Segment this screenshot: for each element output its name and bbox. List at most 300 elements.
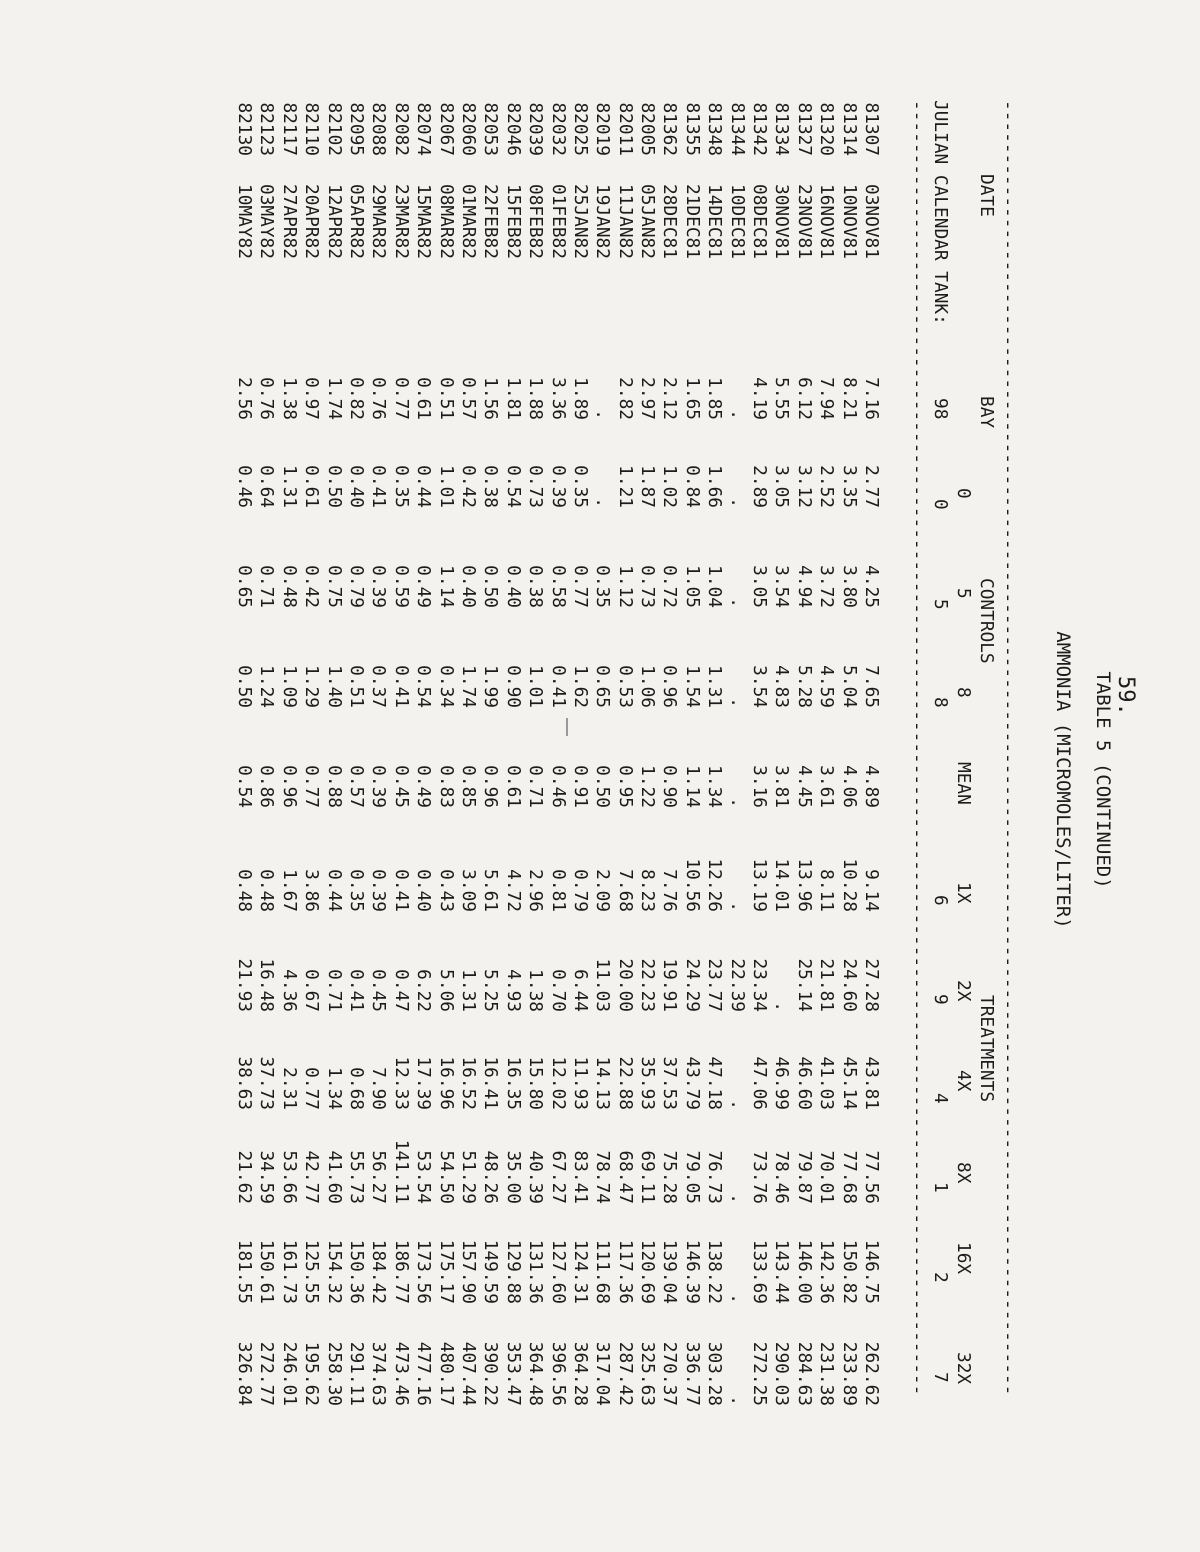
table-cell: 1.38 [525,969,547,1012]
table-cell: 6.12 [793,377,815,420]
table-row [300,100,322,1460]
table-cell: 24.60 [838,958,860,1012]
table-cell: 79.87 [793,1150,815,1204]
table-cell: 5.04 [838,665,860,708]
table-cell: 0.39 [368,565,390,608]
tank-8x: 1 [930,1182,951,1193]
table-cell: 46.60 [793,1056,815,1110]
table-cell: 2.56 [234,377,256,420]
table-cell: 82053 [480,102,502,156]
table-cell: 11JAN82 [614,184,636,259]
table-cell: 82011 [614,102,636,156]
table-cell: 82067 [435,102,457,156]
table-cell: 82088 [368,102,390,156]
col-control-8: 8 [953,687,974,698]
table-cell: 5.06 [435,969,457,1012]
table-cell: 0.45 [368,969,390,1012]
table-cell: 46.99 [771,1056,793,1110]
table-cell: 291.11 [346,1341,368,1406]
table-cell: 0.50 [234,665,256,708]
table-cell: 0.50 [480,565,502,608]
table-cell: 13.19 [749,858,771,912]
table-cell: 407.44 [457,1341,479,1406]
table-cell: 53.66 [278,1150,300,1204]
col-treatment-4x: 4X [953,1070,974,1092]
table-cell: 0.72 [659,565,681,608]
header-tank-row [929,100,952,1460]
table-cell: 0.50 [592,765,614,808]
table-cell: 1.14 [681,765,703,808]
table-cell: 0.49 [413,765,435,808]
table-cell: 82082 [390,102,412,156]
header-bottom-rule: ------------------------------------------------------------------------------------------------------------------------- [907,100,928,1396]
table-cell: 27APR82 [278,184,300,259]
table-cell: 258.30 [323,1341,345,1406]
table-cell: 473.46 [390,1341,412,1406]
table-cell: 82032 [547,102,569,156]
table-cell: 4.25 [861,565,882,608]
table-cell: 3.86 [301,869,323,912]
table-cell: 0.47 [390,969,412,1012]
col-control-0: 0 [953,488,974,499]
table-cell: 3.05 [749,565,771,608]
table-cell: 336.77 [681,1341,703,1406]
col-treatment-32x: 32X [953,1352,974,1385]
table-cell: 12.02 [547,1056,569,1110]
table-cell: 79.05 [681,1150,703,1204]
col-control-mean: MEAN [953,762,974,805]
table-row [457,100,479,1460]
table-cell: 480.17 [435,1341,457,1406]
table-cell: 0.51 [346,665,368,708]
table-cell: 1.66 [704,465,726,508]
table-cell: 0.83 [435,765,457,808]
table-cell: 2.77 [861,465,882,508]
table-cell: 82095 [346,102,368,156]
table-cell: 81342 [749,102,771,156]
table-cell: 75.28 [659,1150,681,1204]
table-cell: 141.11 [390,1139,412,1204]
table-cell: 0.41 [390,869,412,912]
table-cell: 1.40 [323,665,345,708]
table-cell: . [726,497,748,508]
table-cell: 2.09 [592,869,614,912]
table-cell: 05JAN82 [637,184,659,259]
table-cell: 325.63 [637,1341,659,1406]
table-cell: 133.69 [749,1239,771,1304]
table-cell: 3.35 [838,465,860,508]
table-cell: 146.00 [793,1239,815,1304]
table-cell: 143.44 [771,1239,793,1304]
table-cell: 0.90 [502,665,524,708]
table-cell: 20APR82 [301,184,323,259]
table-cell: 35.93 [637,1056,659,1110]
table-cell: 117.36 [614,1239,636,1304]
tank-32x: 7 [930,1372,951,1383]
table-cell: 10DEC81 [726,184,748,259]
table-cell: 6.44 [569,969,591,1012]
table-cell: 54.50 [435,1150,457,1204]
table-cell: 149.59 [480,1239,502,1304]
table-cell: 21DEC81 [681,184,703,259]
table-cell: 48.26 [480,1150,502,1204]
table-cell: 1.31 [278,465,300,508]
table-cell: 173.56 [413,1239,435,1304]
table-cell: 0.57 [457,377,479,420]
table-cell: 0.68 [346,1067,368,1110]
table-cell: 3.54 [771,565,793,608]
table-cell: 15FEB82 [502,184,524,259]
table-cell: 10.28 [838,858,860,912]
table-row [546,100,568,1460]
table-row [501,100,523,1460]
tank-2x: 9 [930,994,951,1005]
table-cell: 21.93 [234,958,256,1012]
table-cell: 124.31 [569,1239,591,1304]
table-row [636,100,658,1460]
table-cell: 15MAR82 [413,184,435,259]
table-cell: 12.26 [704,858,726,912]
table-cell: 08FEB82 [525,184,547,259]
table-cell: 1.67 [278,869,300,912]
table-cell: 317.04 [592,1341,614,1406]
tank-bay: 98 [930,398,951,420]
table-cell: 0.40 [457,565,479,608]
table-cell: 3.72 [816,565,838,608]
tank-control-0: 0 [930,499,951,510]
table-cell: 129.88 [502,1239,524,1304]
table-cell: 1.85 [704,377,726,420]
table-cell: 0.39 [547,465,569,508]
table-cell: 0.35 [569,465,591,508]
table-cell: 0.79 [346,565,368,608]
table-cell: 0.73 [637,565,659,608]
table-cell: 82123 [256,102,278,156]
table-cell: 38.63 [234,1056,256,1110]
table-cell: 20.00 [614,958,636,1012]
table-cell: 0.77 [569,565,591,608]
table-cell: 25.14 [793,958,815,1012]
table-cell: 138.22 [704,1239,726,1304]
table-cell: 0.77 [390,377,412,420]
table-cell: 1.34 [704,765,726,808]
table-cell: 16.52 [457,1056,479,1110]
table-cell: 396.56 [547,1341,569,1406]
table-cell: 41.60 [323,1150,345,1204]
table-cell: 81307 [861,102,882,156]
table-cell: 0.38 [480,465,502,508]
table-cell: . [726,697,748,708]
table-cell: 1.74 [457,665,479,708]
table-cell: 0.35 [346,869,368,912]
table-row [680,100,702,1460]
table-cell: 16.41 [480,1056,502,1110]
table-cell: 3.80 [838,565,860,608]
table-cell: 0.76 [256,377,278,420]
table-cell: 0.50 [323,465,345,508]
table-cell: 76.73 [704,1150,726,1204]
table-cell: 01MAR82 [457,184,479,259]
table-cell: 3.05 [771,465,793,508]
table-cell: 25JAN82 [569,184,591,259]
table-cell: 56.27 [368,1150,390,1204]
table-cell: 03MAY82 [256,184,278,259]
table-cell: 0.59 [390,565,412,608]
table-cell: 0.71 [256,565,278,608]
table-cell: 2.89 [749,465,771,508]
table-cell: 08DEC81 [749,184,771,259]
table-row [233,100,255,1460]
table-row [591,100,613,1460]
table-cell: 0.96 [480,765,502,808]
table-cell: 10NOV81 [838,184,860,259]
table-cell: 15.80 [525,1056,547,1110]
table-row [725,100,747,1460]
table-cell: . [726,597,748,608]
table-cell: 3.81 [771,765,793,808]
table-cell: 0.40 [413,869,435,912]
table-cell: 47.06 [749,1056,771,1110]
table-cell: 69.11 [637,1150,659,1204]
table-cell: 150.61 [256,1239,278,1304]
table-row [345,100,367,1460]
table-cell: 82039 [525,102,547,156]
table-cell: 0.81 [547,869,569,912]
table-cell: 29MAR82 [368,184,390,259]
table-cell: 43.79 [681,1056,703,1110]
table-cell: 1.88 [525,377,547,420]
table-cell: 2.12 [659,377,681,420]
table-cell: 2.52 [816,465,838,508]
table-cell: 14DEC81 [704,184,726,259]
table-cell: 353.47 [502,1341,524,1406]
table-cell: 5.61 [480,869,502,912]
table-cell: 3.61 [816,765,838,808]
table-cell: 175.17 [435,1239,457,1304]
table-cell: 37.53 [659,1056,681,1110]
table-cell: 73.76 [749,1150,771,1204]
table-row [837,100,859,1460]
table-cell: 0.57 [346,765,368,808]
table-cell: 0.48 [234,869,256,912]
table-subtitle: AMMONIA (MICROMOLES/LITER) [1052,631,1074,929]
tank-control-8: 8 [930,697,951,708]
table-cell: 0.42 [457,465,479,508]
table-cell: 16NOV81 [816,184,838,259]
tank-1x: 6 [930,895,951,906]
table-row [792,100,814,1460]
table-cell: 1.74 [323,377,345,420]
table-cell: 4.36 [278,969,300,1012]
table-row [322,100,344,1460]
table-row [389,100,411,1460]
table-cell: 1.04 [704,565,726,608]
table-cell: 1.22 [637,765,659,808]
page-number: 59. [1113,676,1138,716]
table-cell: 7.76 [659,869,681,912]
table-cell: 0.41 [368,465,390,508]
table-cell: 51.29 [457,1150,479,1204]
table-cell: 270.37 [659,1341,681,1406]
table-cell: 0.71 [525,765,547,808]
table-cell: 146.39 [681,1239,703,1304]
table-cell: 82019 [592,102,614,156]
table-cell: 272.25 [749,1341,771,1406]
table-cell: . [726,1099,748,1110]
table-cell: 0.35 [390,465,412,508]
table-cell: 3.36 [547,377,569,420]
table-cell: 4.83 [771,665,793,708]
table-cell: 43.81 [861,1056,882,1110]
table-cell: 4.19 [749,377,771,420]
table-row [748,100,770,1460]
table-cell: 0.40 [502,565,524,608]
table-cell: 12APR82 [323,184,345,259]
table-header [907,100,1020,1460]
table-cell: 2.96 [525,869,547,912]
table-row [434,100,456,1460]
table-cell: 82060 [457,102,479,156]
table-cell: 390.22 [480,1341,502,1406]
table-cell: 150.36 [346,1239,368,1304]
table-cell: 0.86 [256,765,278,808]
table-row [277,100,299,1460]
table-cell: 374.63 [368,1341,390,1406]
table-cell: 82074 [413,102,435,156]
table-cell: . [771,1001,793,1012]
table-cell: 1.12 [614,565,636,608]
table-cell: 47.18 [704,1056,726,1110]
table-row [479,100,501,1460]
table-cell: 70.01 [816,1150,838,1204]
table-cell: 7.65 [861,665,882,708]
table-cell: 0.48 [278,565,300,608]
table-cell: 81314 [838,102,860,156]
table-cell: 0.71 [323,969,345,1012]
table-cell: 161.73 [278,1239,300,1304]
table-cell: 0.49 [413,565,435,608]
table-cell: 0.37 [368,665,390,708]
table-cell: 10.56 [681,858,703,912]
table-cell: 23MAR82 [390,184,412,259]
table-cell: 4.72 [502,869,524,912]
table-cell: 17.39 [413,1056,435,1110]
bay-label: BAY [976,396,997,429]
table-cell: 0.54 [234,765,256,808]
table-cell: 10MAY82 [234,184,256,259]
table-cell: 0.39 [368,765,390,808]
table-cell: 08MAR82 [435,184,457,259]
table-cell: 284.63 [793,1341,815,1406]
table-cell: 111.68 [592,1239,614,1304]
table-cell: 22.39 [726,958,748,1012]
table-cell: 9.14 [861,869,882,912]
table-cell: . [726,901,748,912]
table-cell: 0.77 [301,1067,323,1110]
table-cell: 0.44 [413,465,435,508]
table-cell: 77.68 [838,1150,860,1204]
table-cell: 0.96 [278,765,300,808]
table-cell: 0.53 [614,665,636,708]
table-cell: 0.82 [346,377,368,420]
table-cell: 0.75 [323,565,345,608]
table-cell: 0.44 [323,869,345,912]
table-cell: 42.77 [301,1150,323,1204]
table-cell: 0.77 [301,765,323,808]
table-cell: 0.58 [547,565,569,608]
table-cell: 37.73 [256,1056,278,1110]
table-cell: 0.38 [525,565,547,608]
table-cell: 0.97 [301,377,323,420]
table-cell: 1.31 [704,665,726,708]
table-cell: 24.29 [681,958,703,1012]
table-cell: 5.55 [771,377,793,420]
table-cell: 3.09 [457,869,479,912]
table-cell: 1.06 [637,665,659,708]
table-cell: 5.25 [480,969,502,1012]
table-cell: 5.28 [793,665,815,708]
table-cell: 68.47 [614,1150,636,1204]
table-cell: 0.76 [368,377,390,420]
table-cell: 28DEC81 [659,184,681,259]
table-cell: 0.79 [569,869,591,912]
table-cell: 30NOV81 [771,184,793,259]
table-cell: 0.35 [592,565,614,608]
col-treatment-8x: 8X [953,1162,974,1184]
table-cell: 0.61 [301,465,323,508]
table-cell: 326.84 [234,1341,256,1406]
table-cell: 1.62 [569,665,591,708]
table-cell: 05APR82 [346,184,368,259]
table-cell: 3.54 [749,665,771,708]
treatments-label: TREATMENTS [976,995,997,1103]
table-cell: 22.23 [637,958,659,1012]
table-cell: 14.01 [771,858,793,912]
table-cell: 35.00 [502,1150,524,1204]
table-cell: 150.82 [838,1239,860,1304]
table-cell: 0.90 [659,765,681,808]
table-cell: 1.02 [659,465,681,508]
header-group-row [975,100,998,1460]
table-cell: 82046 [502,102,524,156]
header-top-rule: ------------------------------------------------------------------------------------------------------------------------- [998,100,1019,1396]
table-cell: 27.28 [861,958,882,1012]
table-row [658,100,680,1460]
date-label: DATE [976,174,997,217]
table-cell: 16.96 [435,1056,457,1110]
tank-control-5: 5 [930,599,951,610]
table-cell: 78.46 [771,1150,793,1204]
table-cell: 0.34 [435,665,457,708]
table-cell: 8.11 [816,869,838,912]
table-cell: 22FEB82 [480,184,502,259]
table-cell: 2.31 [278,1067,300,1110]
table-cell: 81362 [659,102,681,156]
col-treatment-16x: 16X [953,1242,974,1275]
table-cell: 13.96 [793,858,815,912]
table-cell: 4.06 [838,765,860,808]
table-cell: . [726,409,748,420]
table-cell: 146.75 [861,1239,882,1304]
table-cell: 0.91 [569,765,591,808]
table-row [255,100,277,1460]
table-cell: 41.03 [816,1056,838,1110]
table-cell: 82110 [301,102,323,156]
table-cell: 22.88 [614,1056,636,1110]
table-cell: 23.34 [749,958,771,1012]
table-cell: 1.38 [278,377,300,420]
table-cell: 186.77 [390,1239,412,1304]
